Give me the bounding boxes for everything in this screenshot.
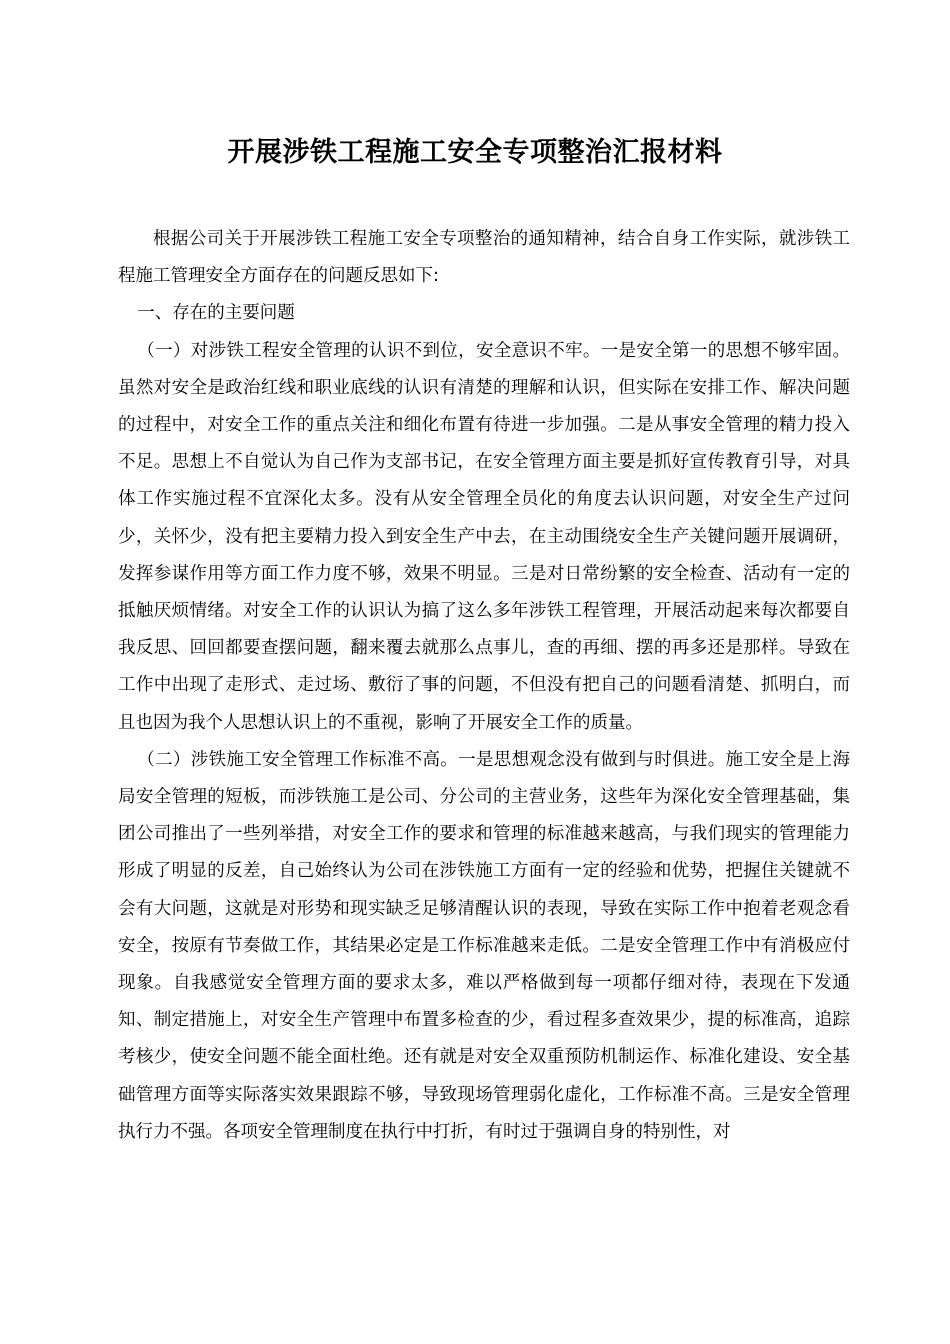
section-heading-main-problems: 一、存在的主要问题 (137, 303, 295, 324)
document-title: 开展涉铁工程施工安全专项整治汇报材料 (227, 137, 723, 168)
paragraph-problem-1: （一）对涉铁工程安全管理的认识不到位，安全意识不牢。一是安全第一的思想不够牢固。虽然对安全是政治红线和职业底线的认识有清楚的理解和认识，但实际在安排工作、解决问题的过程中，对安全工作的重点关注和细化布置有待进一步加强。二是从事安全管理的精力投入不足。思想上不自觉认为自己作为支部书记，在安全管理方面主要是抓好宣传教育引导，对具体工作实施过程不宜深化太多。没有从安全管理全员化的角度去认识问题，对安全生产过问少，关怀少，没有把主要精力投入到安全生产中去，在主动围绕安全生产关键问题开展调研，发挥参谋作用等方面工作力度不够，效果不明显。三是对日常纷繁的安全检查、活动有一定的抵触厌烦情绪。对安全工作的认识认为搞了这么多年涉铁工程管理，开展活动起来每次都要自我反思、回回都要查摆问题，翻来覆去就那么点事儿，查的再细、摆的再多还是那样。导致在工作中出现了走形式、走过场、敷衍了事的问题，不但没有把自己的问题看清楚、抓明白，而且也因为我个人思想认识上的不重视，影响了开展安全工作的质量。 (118, 340, 850, 733)
document-body (118, 221, 850, 1151)
paragraph-problem-2: （二）涉铁施工安全管理工作标准不高。一是思想观念没有做到与时俱进。施工安全是上海局安全管理的短板，而涉铁施工是公司、分公司的主营业务，这些年为深化安全管理基础，集团公司推出了一些列举措，对安全工作的要求和管理的标准越来越高，与我们现实的管理能力形成了明显的反差，自己始终认为公司在涉铁施工方面有一定的经验和优势，把握住关键就不会有大问题，这就是对形势和现实缺乏足够清醒认识的表现，导致在实际工作中抱着老观念看安全，按原有节奏做工作，其结果必定是工作标准越来走低。二是安全管理工作中有消极应付现象。自我感觉安全管理方面的要求太多，难以严格做到每一项都仔细对待，表现在下发通知、制定措施上，对安全生产管理中布置多检查的少，看过程多查效果少，提的标准高，追踪考核少，使安全问题不能全面杜绝。还有就是对安全双重预防机制运作、标准化建设、安全基础管理方面等实际落实效果跟踪不够，导致现场管理弱化虚化，工作标准不高。三是安全管理执行力不强。各项安全管理制度在执行中打折，有时过于强调自身的特别性，对 (118, 749, 850, 1142)
intro-paragraph: 根据公司关于开展涉铁工程施工安全专项整治的通知精神，结合自身工作实际，就涉铁工程施工管理安全方面存在的问题反思如下: (118, 229, 850, 287)
